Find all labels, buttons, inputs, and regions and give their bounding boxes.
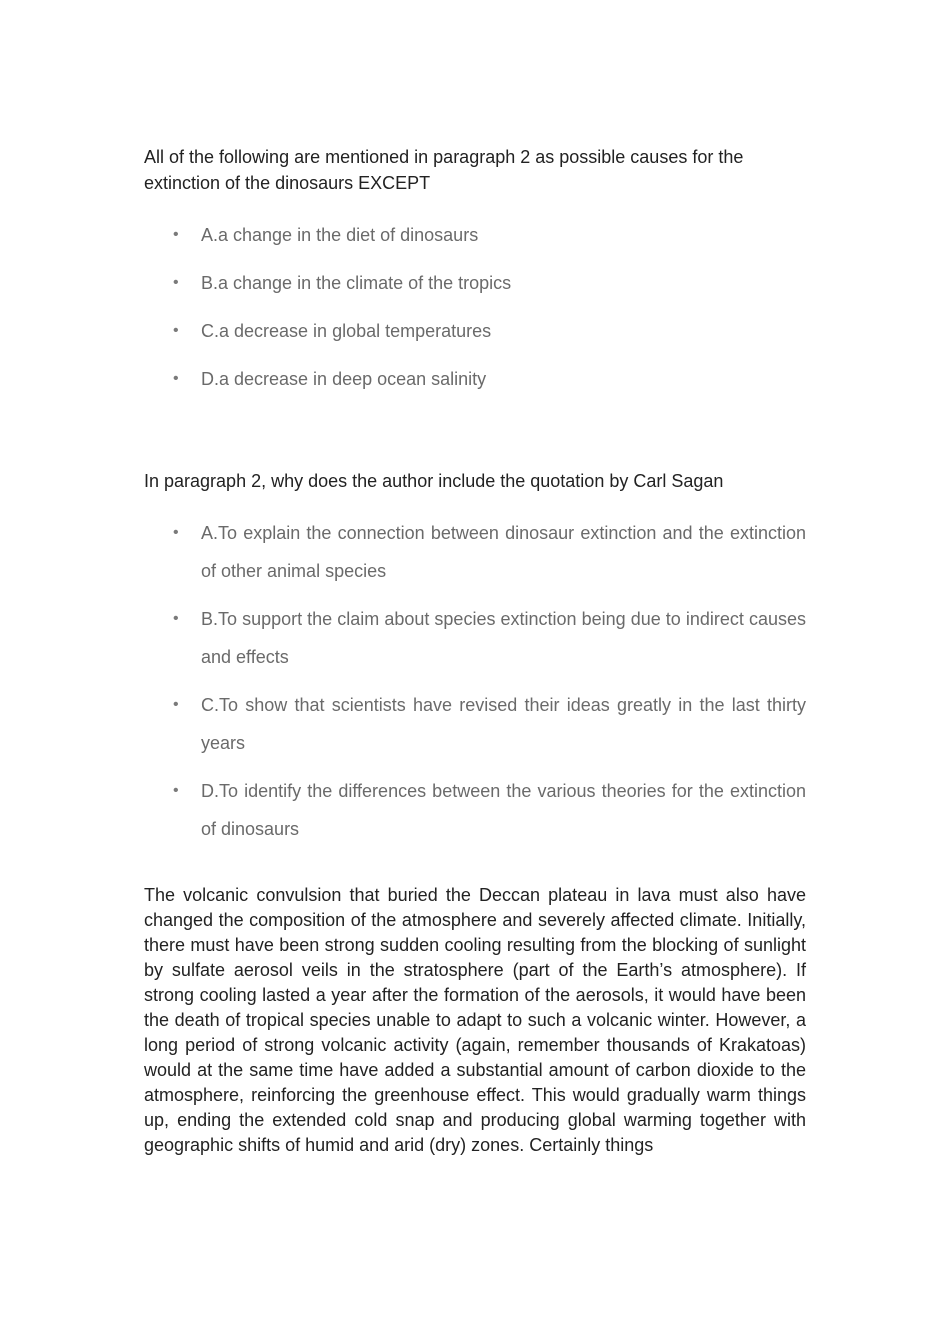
- question-1-option-c: [144, 312, 806, 350]
- question-1-option-d: [144, 360, 806, 398]
- option-text: B.a change in the climate of the tropics: [201, 273, 512, 293]
- question-2-option-b: [144, 600, 806, 676]
- question-2-text: In paragraph 2, why does the author include the quotation by Carl Sagan: [144, 471, 724, 491]
- question-2-option-d: [144, 772, 806, 848]
- question-1-options: [144, 216, 806, 398]
- question-2-option-c: [144, 686, 806, 762]
- option-text: C.To show that scientists have revised their ideas greatly in the last thirty years: [201, 695, 806, 753]
- option-text: C.a decrease in global temperatures: [201, 321, 492, 341]
- option-text: D.a decrease in deep ocean salinity: [201, 369, 487, 389]
- reading-passage: The volcanic convulsion that buried the Deccan plateau in lava must also have changed the composition of the atmosphere and severely affected climate. Initially, there must have been strong sudden cooling resulting from the blocking of sunlight by sulfate aerosol veils in the stratosphere (part of the Earth’s atmosphere). If strong cooling lasted a year after the formation of the aerosols, it would have been the death of tropical species unable to adapt to such a volcanic winter. However, a long period of strong volcanic activity (again, remember thousands of Krakatoas) would at the same time have added a substantial amount of carbon dioxide to the atmosphere, reinforcing the greenhouse effect. This would gradually warm things up, ending the extended cold snap and producing global warming together with geographic shifts of humid and arid (dry) zones. Certainly things: [144, 885, 806, 1155]
- bullet-icon: •: [173, 610, 179, 627]
- bullet-icon: •: [173, 782, 179, 799]
- bullet-icon: •: [173, 274, 179, 291]
- question-1-option-a: [144, 216, 806, 254]
- question-2-option-a: [144, 514, 806, 590]
- document-page: [144, 144, 806, 1176]
- option-text: A.To explain the connection between dinosaur extinction and the extinction of other animal species: [201, 523, 806, 581]
- bullet-icon: •: [173, 524, 179, 541]
- question-1-option-b: [144, 264, 806, 302]
- option-text: D.To identify the differences between the various theories for the extinction of dinosaurs: [201, 781, 806, 839]
- question-2-options: [144, 514, 806, 848]
- bullet-icon: •: [173, 370, 179, 387]
- question-1-text: All of the following are mentioned in paragraph 2 as possible causes for the extinction of the dinosaurs EXCEPT: [144, 147, 744, 193]
- option-text: B.To support the claim about species extinction being due to indirect causes and effects: [201, 609, 806, 667]
- bullet-icon: •: [173, 226, 179, 243]
- bullet-icon: •: [173, 322, 179, 339]
- option-text: A.a change in the diet of dinosaurs: [201, 225, 479, 245]
- bullet-icon: •: [173, 696, 179, 713]
